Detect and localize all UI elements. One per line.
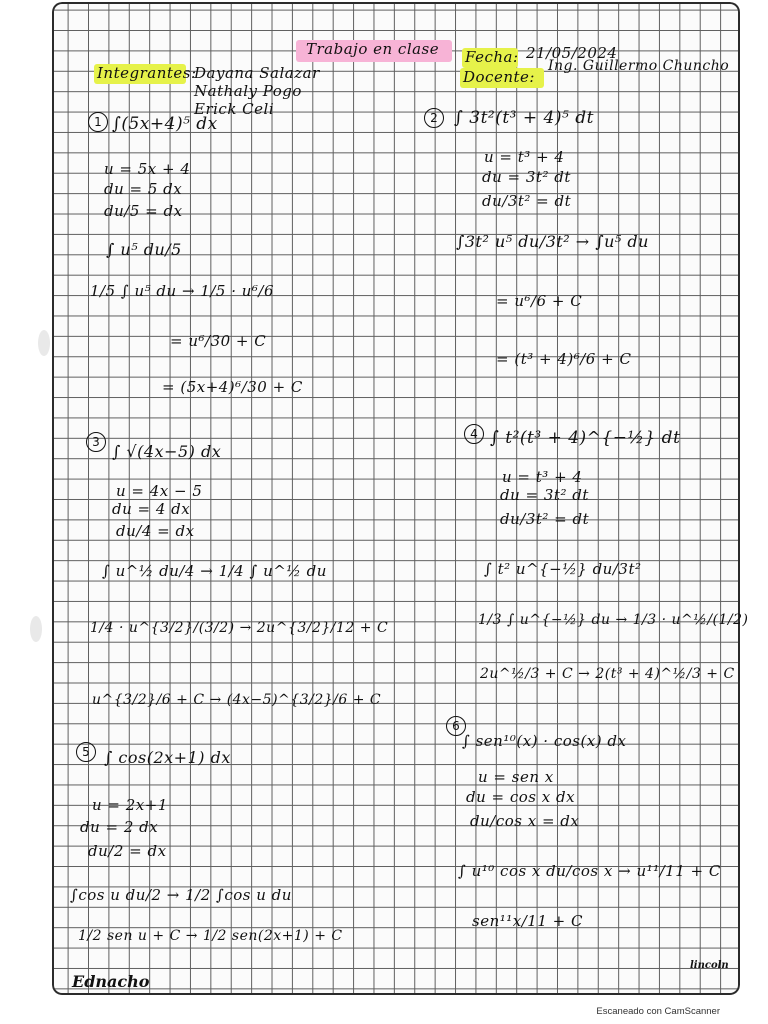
- problem-line: = u⁶/30 + C: [170, 332, 267, 350]
- problem-line: du = 3t² dt: [500, 486, 589, 504]
- problem-line: = (5x+4)⁶/30 + C: [162, 378, 303, 396]
- problem-line: du/3t² = dt: [500, 510, 590, 528]
- problem-line: du = 4 dx: [112, 500, 191, 518]
- problem-number: 4: [464, 424, 484, 444]
- problem-number: 5: [76, 742, 96, 762]
- punch-hole: [30, 616, 42, 642]
- problem-line: 1/3 ∫ u^{−½} du → 1/3 · u^½/(1/2): [478, 612, 749, 628]
- problem-number: 2: [424, 108, 444, 128]
- page-title: Trabajo en clase: [306, 40, 440, 58]
- problem-line: ∫ 3t²(t³ + 4)⁵ dt: [454, 108, 594, 128]
- brand-logo-right: lincoln: [690, 960, 729, 971]
- problem-line: 1/5 ∫ u⁵ du → 1/5 · u⁶/6: [90, 282, 275, 300]
- problem-line: = (t³ + 4)⁶/6 + C: [496, 350, 632, 368]
- problem-number: 1: [88, 112, 108, 132]
- problem-line: du/4 = dx: [116, 522, 195, 540]
- problem-line: ∫cos u du/2 → 1/2 ∫cos u du: [70, 886, 292, 904]
- problem-line: u = t³ + 4: [502, 468, 583, 486]
- problem-line: u = 4x − 5: [116, 482, 203, 500]
- problem-line: du/5 = dx: [104, 202, 183, 220]
- problem-line: du/2 = dx: [88, 842, 167, 860]
- problem-line: ∫ √(4x−5) dx: [112, 442, 222, 461]
- problem-line: 2u^½/3 + C → 2(t³ + 4)^½/3 + C: [480, 666, 735, 682]
- punch-hole: [38, 330, 50, 356]
- problem-line: 1/4 · u^{3/2}/(3/2) → 2u^{3/2}/12 + C: [90, 620, 389, 636]
- problem-line: du/cos x = dx: [470, 812, 580, 830]
- problem-line: 1/2 sen u + C → 1/2 sen(2x+1) + C: [78, 928, 343, 944]
- problem-line: u^{3/2}/6 + C → (4x−5)^{3/2}/6 + C: [92, 692, 382, 708]
- integrantes-label: Integrantes:: [97, 64, 197, 82]
- brand-logo-left: Ednacho: [72, 972, 150, 991]
- problem-line: ∫ u⁵ du/5: [106, 240, 182, 259]
- problem-line: du = 3t² dt: [482, 168, 571, 186]
- problem-line: u = t³ + 4: [484, 148, 565, 166]
- problem-line: = u⁶/6 + C: [496, 292, 583, 310]
- problem-line: ∫ u^½ du/4 → 1/4 ∫ u^½ du: [102, 562, 327, 580]
- problem-number: 6: [446, 716, 466, 736]
- docente-label: Docente:: [463, 68, 535, 86]
- docente-value: Ing. Guillermo Chuncho: [548, 58, 730, 74]
- problem-line: du/3t² = dt: [482, 192, 572, 210]
- scanner-watermark: Escaneado con CamScanner: [596, 1006, 720, 1017]
- member-name: Nathaly Pogo: [194, 82, 302, 100]
- problem-line: u = sen x: [478, 768, 554, 786]
- fecha-value: 21/05/2024: [526, 44, 618, 62]
- problem-number: 3: [86, 432, 106, 452]
- problem-line: du = cos x dx: [466, 788, 576, 806]
- problem-line: sen¹¹x/11 + C: [472, 912, 583, 930]
- problem-line: ∫ u¹⁰ cos x du/cos x → u¹¹/11 + C: [458, 862, 721, 880]
- problem-line: ∫ sen¹⁰(x) · cos(x) dx: [462, 732, 627, 750]
- problem-line: ∫(5x+4)⁵ dx: [112, 114, 218, 134]
- problem-line: du = 5 dx: [104, 180, 183, 198]
- problem-line: ∫ t²(t³ + 4)^{−½} dt: [490, 428, 681, 448]
- member-name: Erick Celi: [194, 100, 275, 118]
- member-name: Dayana Salazar: [194, 64, 320, 82]
- problem-line: ∫3t² u⁵ du/3t² → ∫u⁵ du: [456, 232, 649, 251]
- problem-line: u = 2x+1: [92, 796, 168, 814]
- fecha-label: Fecha:: [465, 48, 519, 66]
- problem-line: ∫ cos(2x+1) dx: [104, 748, 231, 767]
- problem-line: ∫ t² u^{−½} du/3t²: [484, 560, 642, 578]
- problem-line: du = 2 dx: [80, 818, 159, 836]
- problem-line: u = 5x + 4: [104, 160, 191, 178]
